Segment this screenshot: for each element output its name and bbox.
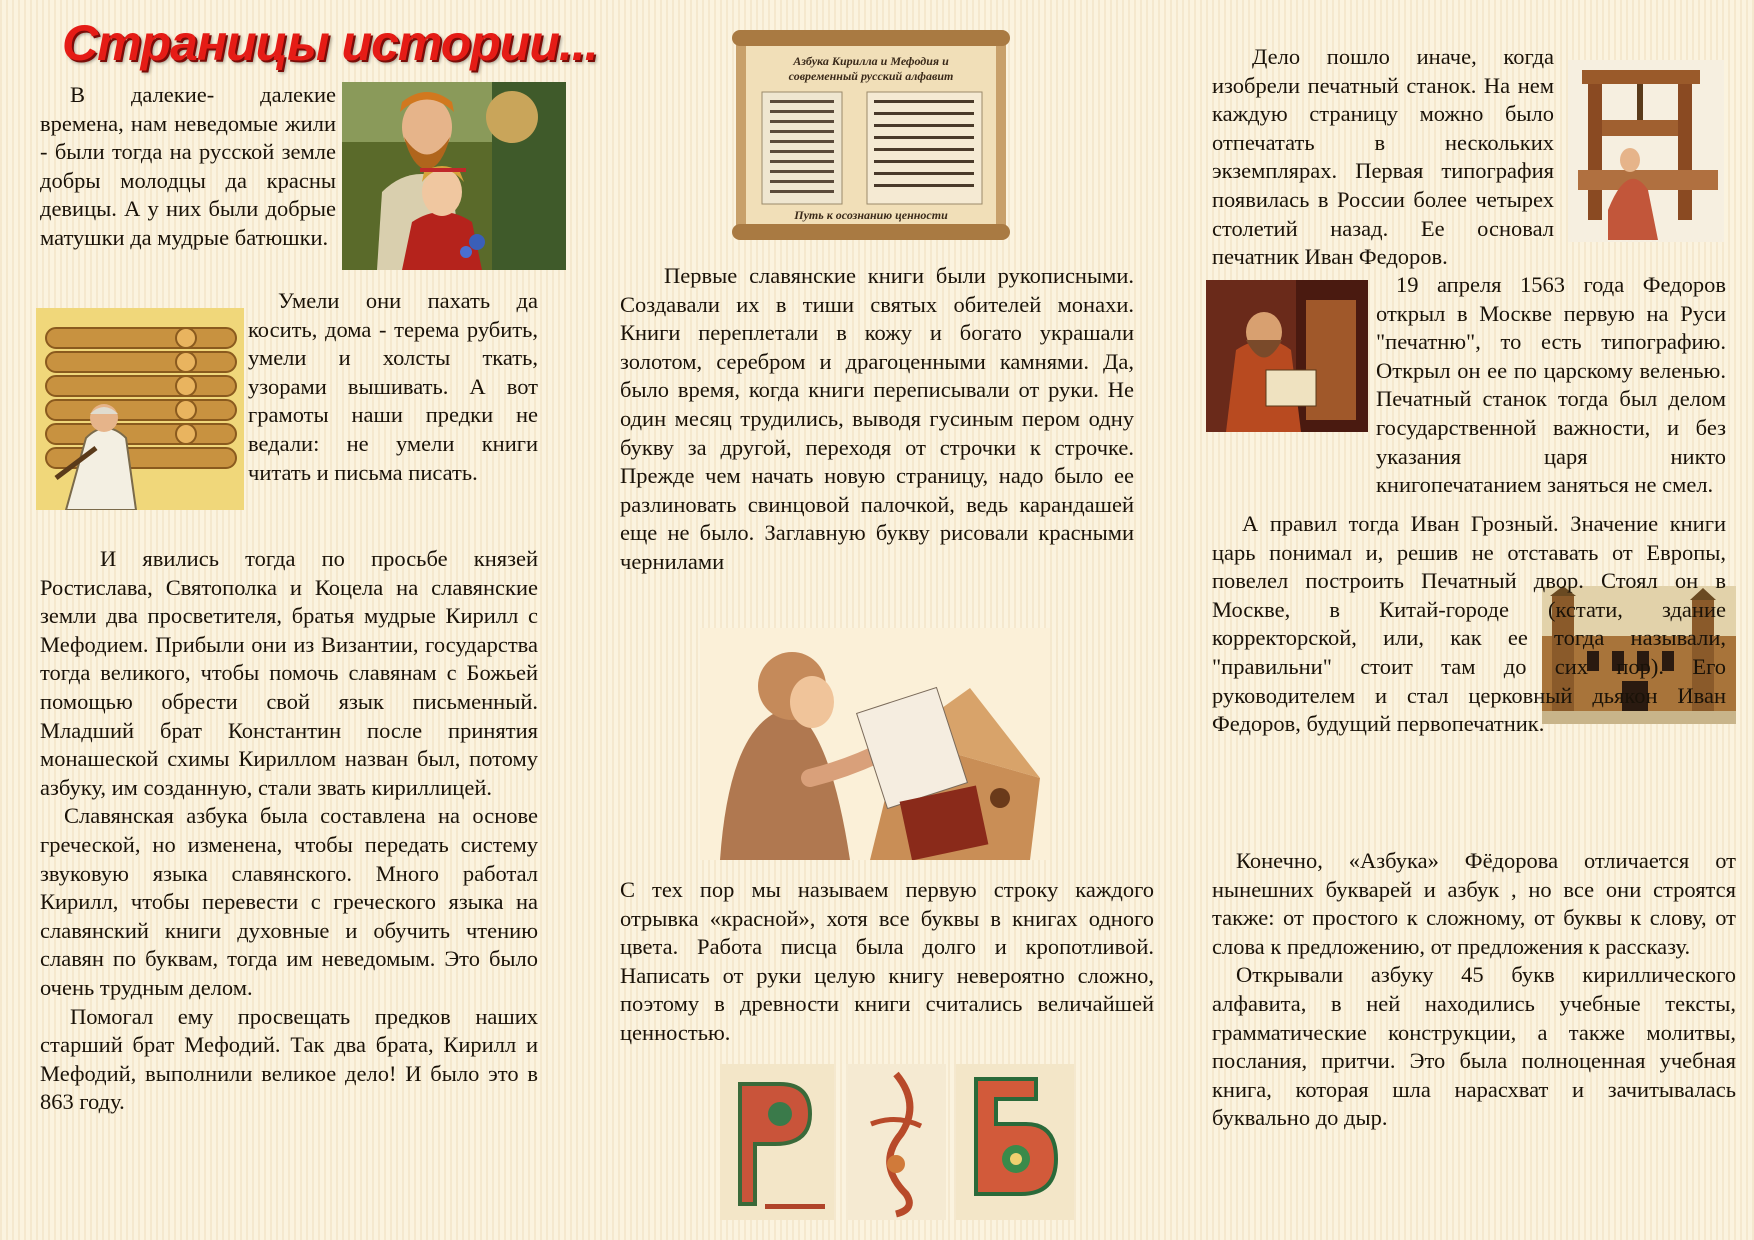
col2-paragraph-1: Первые славянские книги были рукописными. Создавали их в тиши святых обителей монахи. Книги переплетали в кожу и богато украшали золотом, серебром и драгоценными камнями. Да, было время, когда книги переписывали от руки. Не один месяц трудились, выводя гусиным пером одну букву за другой, переходя от строчки к строчке. Прежде чем начать новую страницу, надо было ее разлиновать свинцовой палочкой, ведь карандашей еще не было. Заглавную букву рисовали красными чернилами [620, 263, 1134, 574]
col1-paragraph-3: И явились тогда по просьбе князей Ростислава, Святополка и Коцела на славянские земли два просветителя, братья мудрые Кирилл с Мефодием. Прибыли они из Византии, государства тогда великого, чтобы помочь славянам с Божьей помощью обрести свой язык письменный. Младший брат Константин после принятия монашеской схимы Кириллом назван был, потому азбуку, им созданную, стали звать кириллицей. [40, 546, 538, 800]
col3-grozny-text [1212, 510, 1726, 739]
col3-paragraph-2: 19 апреля 1563 года Федоров открыл в Москве первую на Руси "печатню", то есть типографию. Открыл он ее по царскому веленью. Печатный станок тогда был делом государственной важности, и без указания царя никто книгопечатанием заняться не смел. [1376, 272, 1726, 498]
col2-lower-text [620, 876, 1154, 1048]
col1-paragraph-4: Славянская азбука была составлена на основе греческой, но изменена, чтобы передать систему звуковую языка славянского. Много работал Кирилл, чтобы перевести с греческого языка на славянский книги духовные и обучить чтению славян по буквам, тогда им неведомым. Это было очень трудным делом. [40, 803, 538, 1000]
col1-intro-text [40, 81, 336, 253]
printing-press-illustration [1568, 60, 1724, 242]
page-title: Страницы истории... [62, 15, 598, 71]
col1-paragraph-1: В далекие- далекие времена, нам неведомые жили - были тогда на русской земле добры молодцы да красны девицы. А у них были добрые матушки да мудрые батюшки. [40, 82, 336, 250]
col1-main-text [40, 545, 538, 1117]
scroll-heading [732, 54, 1010, 84]
illuminated-letter-1 [720, 1064, 834, 1220]
illuminated-letter-2 [846, 1064, 946, 1220]
col1-paragraph-2: Умели они пахать да косить, дома - терема рубить, умели и холсты ткать, узорами вышивать. А вот грамоты наши предки не ведали: не умели книги читать и письма писать. [248, 288, 538, 485]
col3-azbuka-text [1212, 847, 1736, 1133]
folk-couple-illustration [342, 82, 566, 270]
col2-paragraph-2: С тех пор мы называем первую строку каждого отрывка «красной», хотя все буквы в книгах одного цвета. Работа писца была долго и кропотливой. Написать от руки целую книгу невероятно сложно, поэтому в древности книги считались величайшей ценностью. [620, 877, 1154, 1045]
col3-paragraph-5: Открывали азбуку 45 букв кириллического алфавита, в ней находились учебные тексты, грамматические конструкции, а также молитвы, послания, притчи. Это была полноценная учебная книга, которая шла нарасхват и зачитывалась буквально до дыр. [1212, 962, 1736, 1131]
col3-paragraph-4: Конечно, «Азбука» Фёдорова отличается от нынешних букварей и азбук , но все они строятся также: от простого к сложному, от буквы к слову, от слова к предложению, от предложения к рассказу. [1212, 848, 1736, 959]
col3-paragraph-3: А правил тогда Иван Грозный. Значение книги царь понимал и, решив не отставать от Европы, повелел построить Печатный двор. Стоял он в Москве, в Китай-городе (кстати, здание корректорской, или, как ее тогда называли, "правильни" стоит там до сих пор). Его руководителем и стал церковный дьякон Иван Федоров, будущий первопечатник. [1212, 511, 1726, 737]
scroll-caption: Путь к осознанию ценности [794, 208, 948, 222]
col1-crafts-text [248, 287, 538, 487]
col1-paragraph-5: Помогал ему просвещать предков наших старший брат Мефодий. Так два брата, Кирилл и Мефодий, выполнили великое дело! И было это в 863 году. [40, 1003, 538, 1115]
scroll-heading-line1: Азбука Кирилла и Мефодия и [793, 54, 949, 68]
monk-scribe-illustration [700, 628, 1050, 860]
illuminated-letter-3 [956, 1064, 1074, 1220]
col3-fedorov-text-side [1376, 271, 1726, 500]
col3-press-text [1212, 43, 1554, 272]
ivan-fedorov-printing-illustration [1206, 280, 1368, 432]
scroll-heading-line2: современный русский алфавит [788, 69, 954, 83]
col3-paragraph-1: Дело пошло иначе, когда изобрели печатный станок. На нем каждую страницу можно было отпечатать в нескольких экземплярах. Первая типография появилась в России более четырех столетий назад. Ее основал печатник Иван Федоров. [1212, 44, 1554, 270]
alphabet-scroll-image [732, 30, 1010, 240]
log-cabin-builder-illustration [36, 308, 244, 510]
col2-upper-text [620, 262, 1134, 577]
